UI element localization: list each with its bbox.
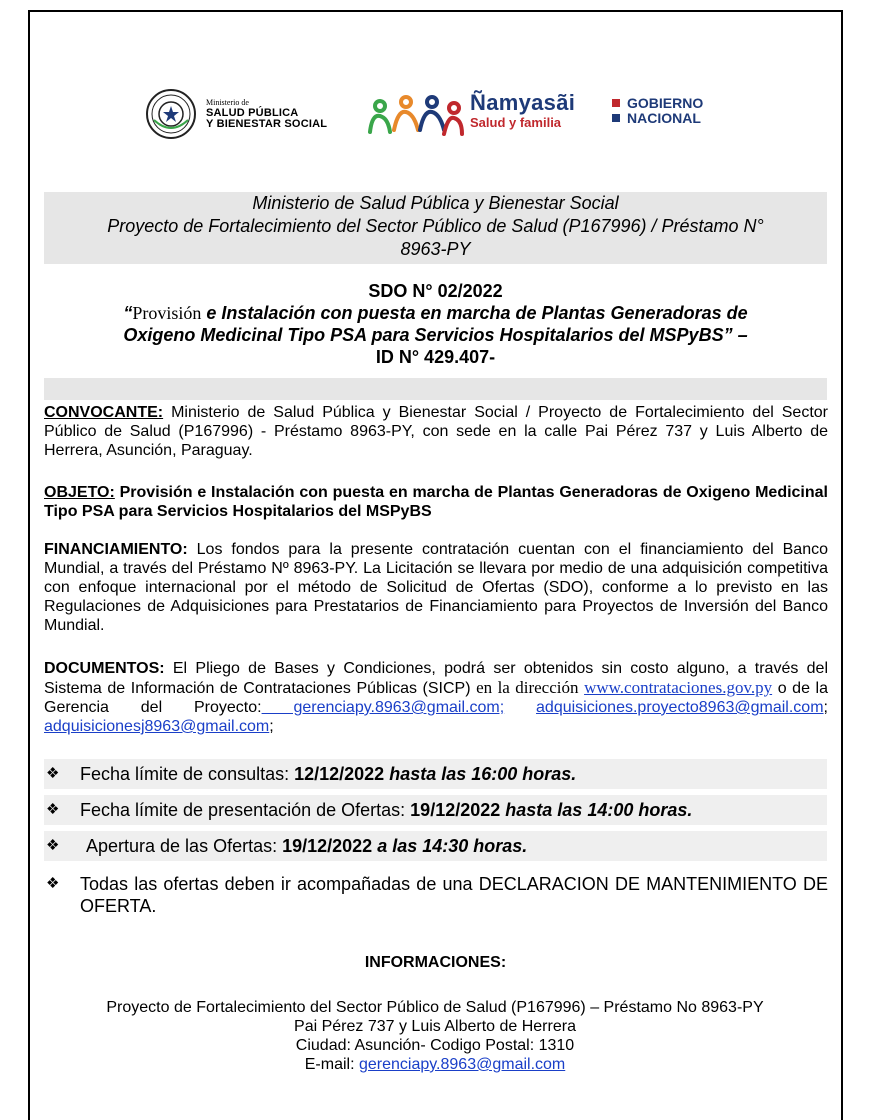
- convocante-text: Ministerio de Salud Pública y Bienestar Social / Proyecto de Fortalecimiento del Sector Público de Salud (P167996) - Préstamo 8963-PY, con sede en la calle Pai Pérez 737 y Luis Alberto de Herrera, Asunción, Paraguay.: [44, 404, 828, 459]
- sdo-title-first-word: Provisión: [132, 303, 202, 323]
- informaciones-block: [30, 998, 840, 1074]
- header-line3: 8963-PY: [400, 239, 471, 259]
- header-line2: Proyecto de Fortalecimiento del Sector Público de Salud (P167996) / Préstamo N°: [107, 216, 764, 236]
- bullet-declaracion-text: Todas las ofertas deben ir acompañadas de una DECLARACION DE MANTENIMIENTO DE OFERTA.: [80, 874, 828, 916]
- sdo-title-line2: Oxigeno Medicinal Tipo PSA para Servicios Hospitalarios del MSPyBS” –: [123, 325, 748, 345]
- ministry-small-label: Ministerio de: [206, 98, 249, 107]
- info-email-link[interactable]: gerenciapy.8963@gmail.com: [358, 1056, 566, 1073]
- gobierno-line2: NACIONAL: [627, 110, 701, 126]
- documentos-end: ;: [269, 718, 274, 735]
- bullet-consultas-time: hasta las 16:00 horas.: [384, 764, 577, 784]
- namyasai-title: Ñamyasãi: [470, 90, 576, 115]
- diamond-bullet-icon: ❖: [46, 875, 60, 892]
- info-line2: Pai Pérez 737 y Luis Alberto de Herrera: [294, 1018, 576, 1035]
- bullet-presentacion-text: [80, 799, 828, 821]
- financiamiento-label: FINANCIAMIENTO:: [44, 541, 188, 558]
- bullet-apertura-label: Apertura de las Ofertas:: [86, 836, 283, 856]
- documentos-text1: El Pliego de Bases y Condiciones, podrá ser obtenidos sin costo alguno, a través del Sistema de Información de Contrataciones Públicas (SICP): [44, 660, 828, 697]
- documentos-text-serif: en la dirección: [476, 678, 579, 697]
- sdo-title-block: [44, 280, 827, 368]
- sdo-title-rest: e Instalación con puesta en marcha de Plantas Generadoras de: [201, 303, 748, 323]
- financiamiento-text: Los fondos para la presente contratación cuentan con el financiamiento del Banco Mundial, a través del Préstamo Nº 8963-PY. La Licitación se llevara por medio de una adquisición competitiva con enfoque internacional por el método de Solicitud de Ofertas (SDO), conforme a lo previsto en las Regulaciones de Adquisiciones para Prestatarios de Financiamiento para Proyectos de Inversión del Banco Mundial.: [44, 541, 828, 634]
- bullet-presentacion-label: Fecha límite de presentación de Ofertas:: [80, 800, 411, 820]
- objeto-paragraph: [44, 483, 828, 521]
- gobierno-nacional-logo: [612, 96, 703, 126]
- bullet-consultas-label: Fecha límite de consultas:: [80, 764, 295, 784]
- red-square-icon: [612, 99, 620, 107]
- header-line1: Ministerio de Salud Pública y Bienestar Social: [252, 193, 619, 213]
- diamond-bullet-icon: ❖: [46, 765, 60, 782]
- bullet-apertura-text: [86, 835, 828, 857]
- gobierno-line2-wrap: [612, 111, 703, 126]
- documentos-sep: ;: [823, 699, 828, 716]
- republic-seal-icon: [142, 88, 200, 140]
- blue-square-icon: [612, 114, 620, 122]
- convocante-label: CONVOCANTE:: [44, 404, 164, 421]
- bullet-presentacion-time: hasta las 14:00 horas.: [500, 800, 693, 820]
- diamond-bullet-icon: ❖: [46, 837, 60, 854]
- header-block: [44, 192, 827, 261]
- sdo-quote-open: “: [123, 303, 133, 323]
- info-email-line: [30, 1055, 840, 1074]
- ministry-line1: SALUD PÚBLICA: [206, 107, 299, 119]
- informaciones-title: INFORMACIONES:: [364, 954, 507, 971]
- adquisiciones-email-link[interactable]: adquisiciones.proyecto8963@gmail.com: [536, 699, 824, 716]
- objeto-text: Provisión e Instalación con puesta en marcha de Plantas Generadoras de Oxigeno Medicinal Tipo PSA para Servicios Hospitalarios del MSPyBS: [44, 484, 828, 520]
- sdo-number: SDO N° 02/2022: [368, 281, 503, 301]
- bullet-consultas-date: 12/12/2022: [294, 764, 385, 784]
- ministry-line2: Y BIENESTAR SOCIAL: [206, 118, 328, 130]
- sdo-title-line1: [44, 302, 827, 324]
- info-line1: Proyecto de Fortalecimiento del Sector Público de Salud (P167996) – Préstamo No 8963-PY: [106, 999, 764, 1016]
- separator-band: [44, 378, 827, 400]
- financiamiento-paragraph: [44, 540, 828, 635]
- documentos-paragraph: [44, 659, 828, 736]
- adquisicionesj-email-link[interactable]: adquisicionesj8963@gmail.com: [44, 718, 270, 735]
- info-line3: Ciudad: Asunción- Codigo Postal: 1310: [295, 1037, 575, 1054]
- bullet-consultas-text: [80, 763, 828, 785]
- objeto-label: OBJETO:: [44, 484, 115, 501]
- bullet-apertura-date: 19/12/2022: [282, 836, 373, 856]
- convocante-paragraph: [44, 403, 828, 460]
- gerencia-email-link[interactable]: gerenciapy.8963@gmail.com;: [261, 699, 505, 716]
- sdo-id-line: ID N° 429.407-: [375, 347, 496, 367]
- contrataciones-link[interactable]: www.contrataciones.gov.py: [584, 678, 773, 697]
- documentos-text2: o de la Gerencia del Proyecto:: [44, 680, 828, 716]
- gobierno-line1-wrap: [612, 96, 703, 111]
- diamond-bullet-icon: ❖: [46, 801, 60, 818]
- info-email-label: E-mail:: [304, 1056, 359, 1073]
- namyasai-subtitle: Salud y familia: [470, 115, 562, 130]
- logo-strip: [142, 88, 742, 144]
- gobierno-line1: GOBIERNO: [627, 95, 704, 111]
- bullet-apertura-time: a las 14:30 horas.: [372, 836, 528, 856]
- people-chain-icon: [364, 92, 466, 138]
- bullet-presentacion-date: 19/12/2022: [410, 800, 501, 820]
- documentos-label: DOCUMENTOS:: [44, 660, 165, 677]
- ministry-logo-text: [206, 97, 327, 130]
